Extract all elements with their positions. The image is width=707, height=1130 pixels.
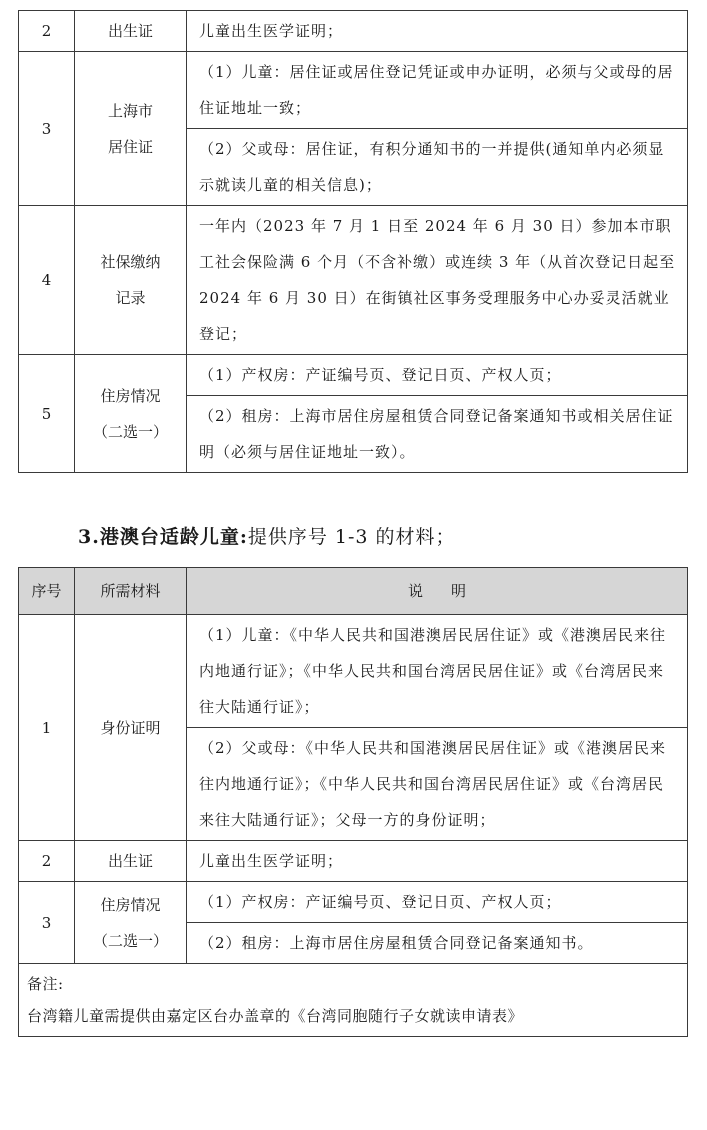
requirement-description: （1）儿童：居住证或居住登记凭证或申办证明，必须与父或母的居住证地址一致； <box>187 52 688 129</box>
row-number: 2 <box>19 11 75 52</box>
material-name: 社保缴纳 记录 <box>75 206 187 355</box>
row-number: 4 <box>19 206 75 355</box>
header-number: 序号 <box>19 568 75 615</box>
row-number: 3 <box>19 882 75 964</box>
table-row <box>19 52 688 129</box>
row-number: 5 <box>19 355 75 473</box>
section-title-text: 提供序号 1-3 的材料； <box>247 526 456 548</box>
requirement-description: 儿童出生医学证明； <box>187 841 688 882</box>
material-name: 出生证 <box>75 11 187 52</box>
note-text: 台湾籍儿童需提供由嘉定区台办盖章的《台湾同胞随行子女就读申请表》 <box>27 1007 524 1025</box>
section-title-bold: 3.港澳台适龄儿童: <box>78 526 248 548</box>
material-name: 住房情况 （二选一） <box>75 355 187 473</box>
requirement-description: （2）父或母：居住证，有积分通知书的一并提供(通知单内必须显示就读儿童的相关信息)； <box>187 129 688 206</box>
header-material: 所需材料 <box>75 568 187 615</box>
section-title <box>78 522 456 549</box>
table-row <box>19 11 688 52</box>
requirement-description: （2）租房：上海市居住房屋租赁合同登记备案通知书。 <box>187 923 688 964</box>
requirement-description: （1）产权房：产证编号页、登记日页、产权人页； <box>187 882 688 923</box>
header-explain: 说明 <box>187 568 688 615</box>
table-row <box>19 206 688 355</box>
requirement-description: 儿童出生医学证明； <box>187 11 688 52</box>
material-name: 上海市 居住证 <box>75 52 187 206</box>
row-number: 2 <box>19 841 75 882</box>
table-row <box>19 615 688 728</box>
table-note-row <box>19 964 688 1037</box>
table-row <box>19 355 688 396</box>
material-name: 出生证 <box>75 841 187 882</box>
requirement-description: 一年内（2023 年 7 月 1 日至 2024 年 6 月 30 日）参加本市职工社会保险满 6 个月（不含补缴）或连续 3 年（从首次登记日起至 2024 年 6 月 30 日）在街镇社区事务受理服务中心办妥灵活就业登记； <box>187 206 688 355</box>
table-header-row <box>19 568 688 615</box>
requirement-description: （2）租房：上海市居住房屋租赁合同登记备案通知书或相关居住证明（必须与居住证地址一致）。 <box>187 396 688 473</box>
row-number: 1 <box>19 615 75 841</box>
table-row <box>19 841 688 882</box>
material-name: 身份证明 <box>75 615 187 841</box>
note-cell <box>19 964 688 1037</box>
row-number: 3 <box>19 52 75 206</box>
table-row <box>19 882 688 923</box>
requirement-description: （2）父或母：《中华人民共和国港澳居民居住证》或《港澳居民来往内地通行证》；《中华人民共和国台湾居民居住证》或《台湾居民来往大陆通行证》；父母一方的身份证明； <box>187 728 688 841</box>
note-label: 备注: <box>27 975 64 993</box>
table-requirements-general <box>18 10 688 473</box>
table-requirements-hk-macao-taiwan <box>18 567 688 1037</box>
material-name: 住房情况 （二选一） <box>75 882 187 964</box>
requirement-description: （1）产权房：产证编号页、登记日页、产权人页； <box>187 355 688 396</box>
requirement-description: （1）儿童：《中华人民共和国港澳居民居住证》或《港澳居民来往内地通行证》；《中华人民共和国台湾居民居住证》或《台湾居民来往大陆通行证》； <box>187 615 688 728</box>
